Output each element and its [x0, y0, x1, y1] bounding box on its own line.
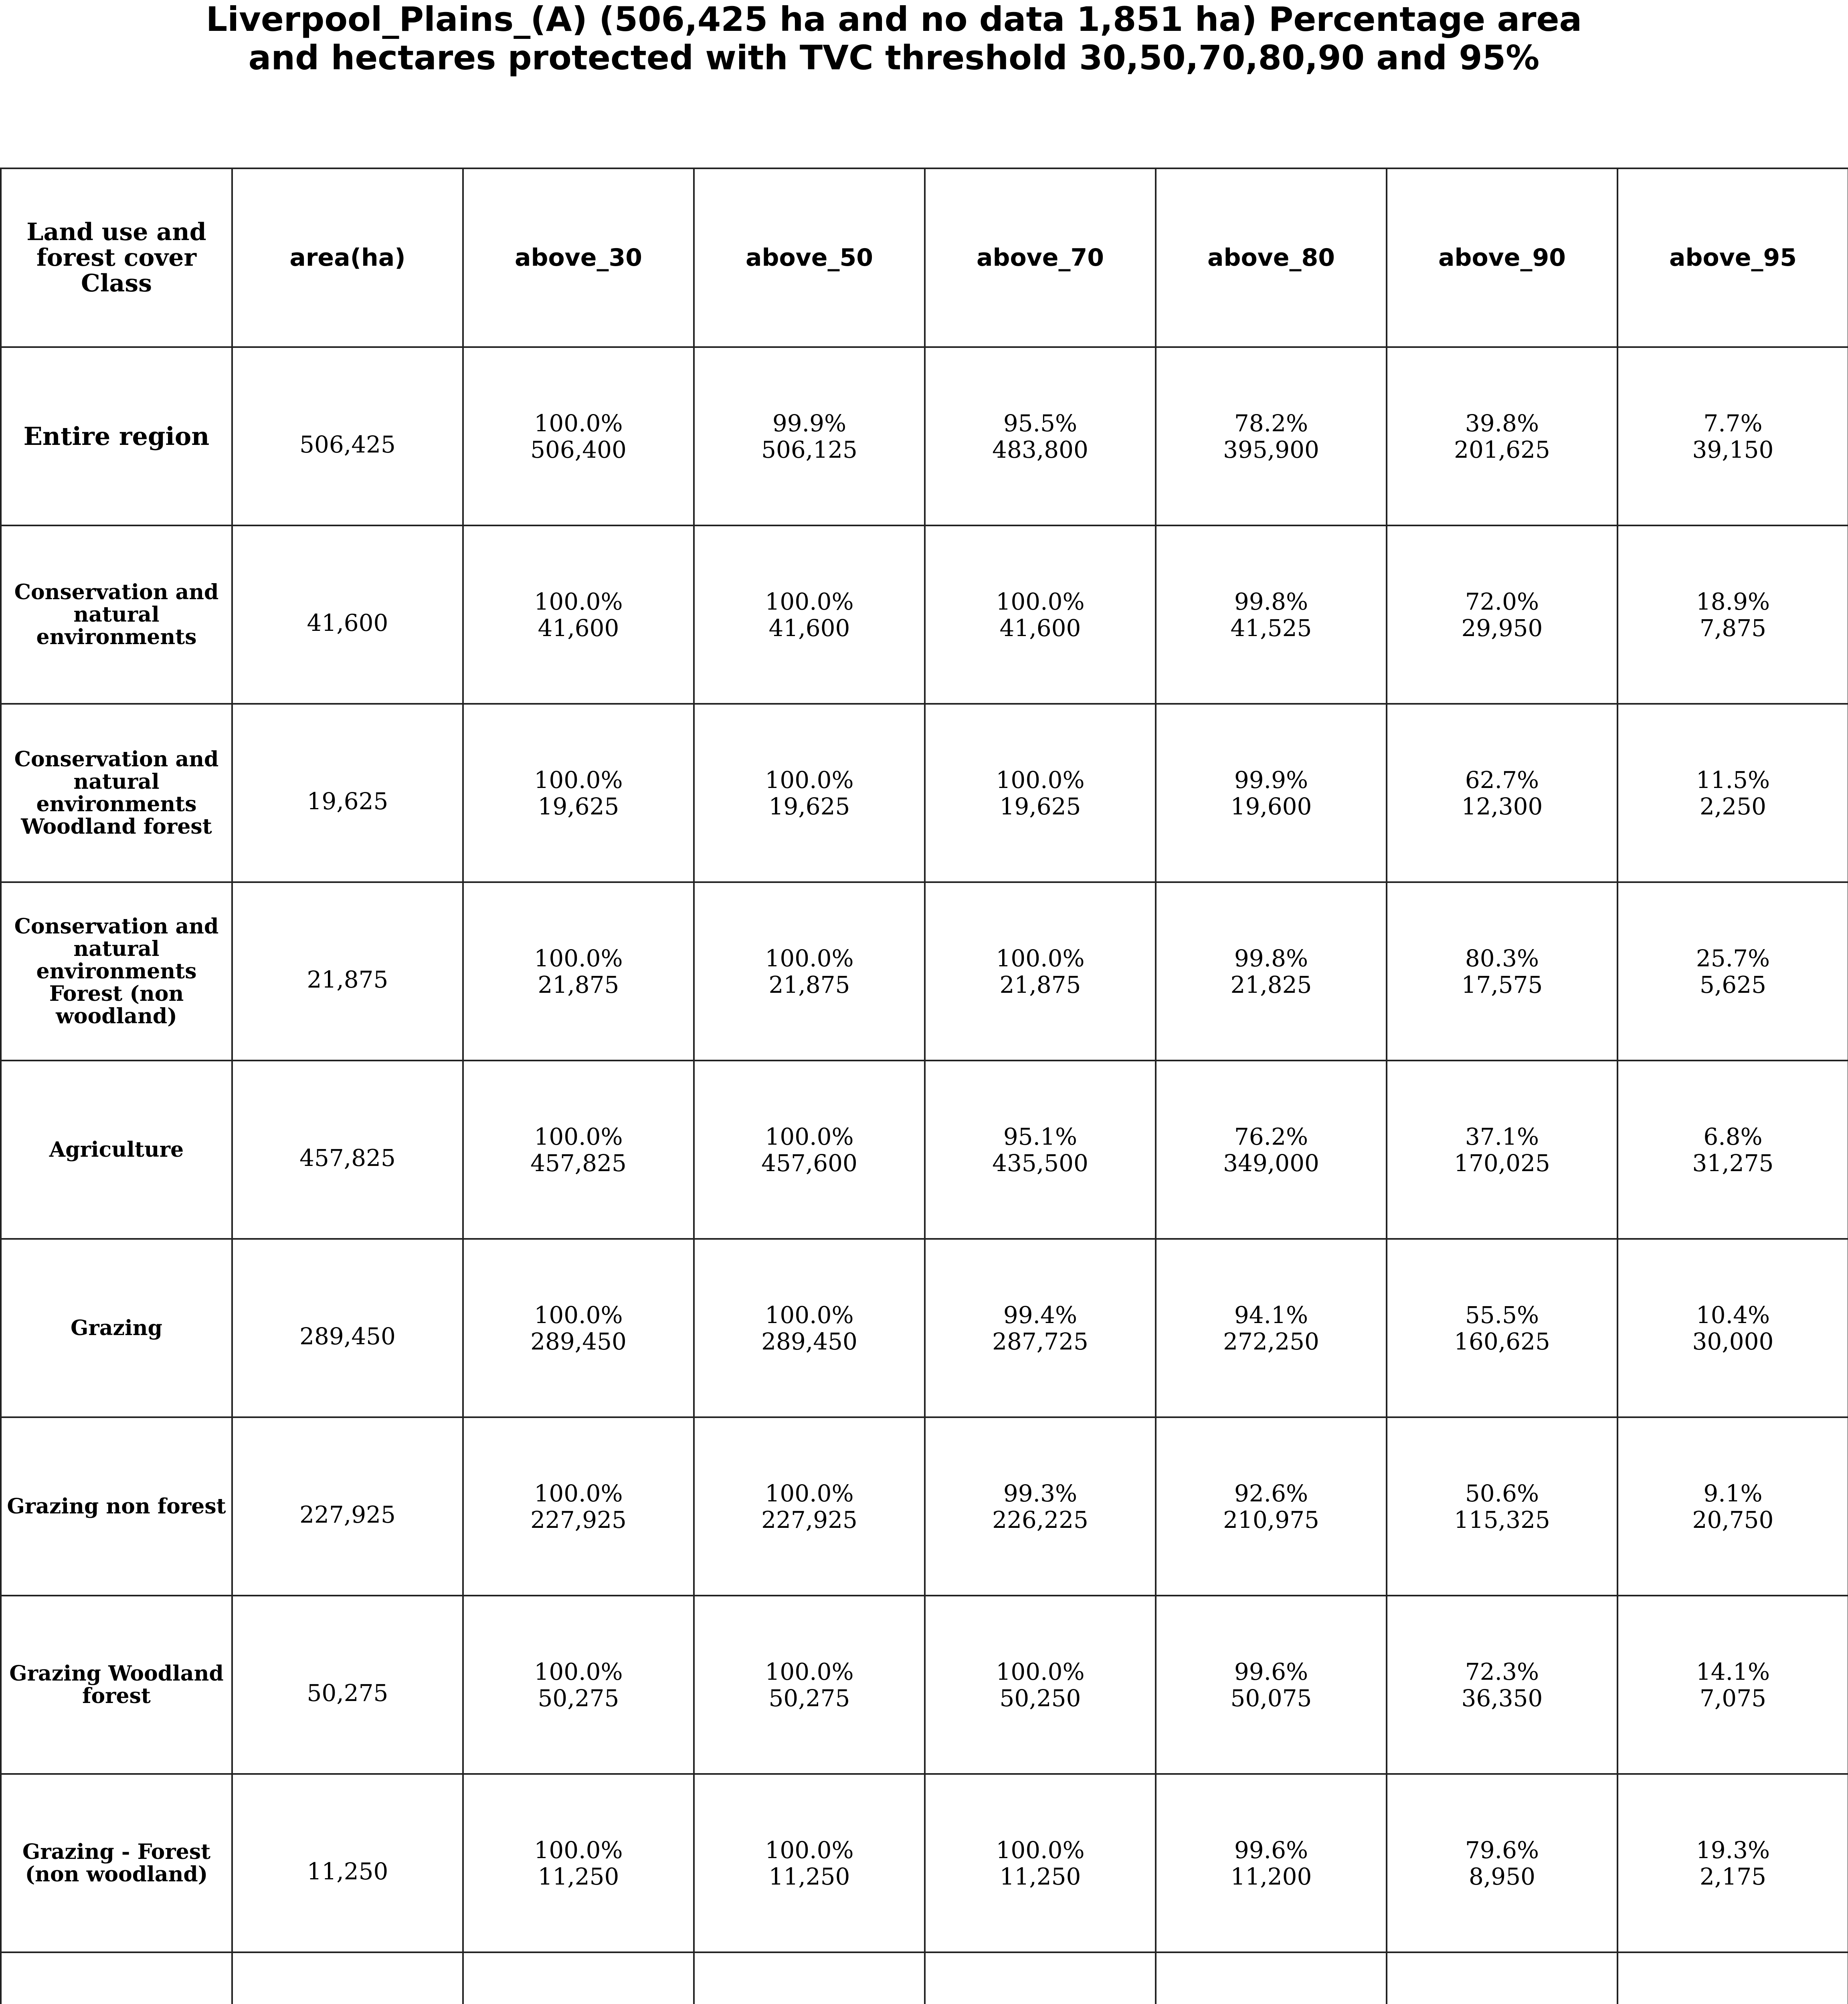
table-row — [1, 1061, 1848, 1239]
threshold-cell — [694, 1061, 925, 1239]
percent-value: 99.6% — [1234, 1836, 1308, 1864]
table-row — [1, 1774, 1848, 1952]
threshold-cell — [694, 525, 925, 704]
area-cell — [232, 525, 463, 704]
percent-value: 55.5% — [1465, 1301, 1539, 1329]
percent-value: 99.8% — [1234, 944, 1308, 972]
percent-value: 100.0% — [765, 766, 854, 794]
threshold-cell — [463, 525, 694, 704]
hectare-value: 227,925 — [761, 1506, 857, 1533]
hectare-value: 7,875 — [1699, 614, 1767, 642]
hectare-value: 17,575 — [1461, 971, 1543, 998]
column-header: above_90 — [1387, 168, 1618, 347]
land-use-class: Grazing Woodland forest — [1, 1596, 232, 1774]
threshold-cell — [1387, 1952, 1618, 2004]
threshold-cell — [1618, 1596, 1848, 1774]
percent-value: 99.8% — [1234, 588, 1308, 615]
percent-value: 99.9% — [1234, 766, 1308, 794]
percent-value: 100.0% — [534, 944, 623, 972]
column-header: area(ha) — [232, 168, 463, 347]
threshold-cell — [1156, 1417, 1387, 1596]
hectare-value: 41,600 — [768, 614, 850, 642]
hectare-value: 30,000 — [1692, 1327, 1774, 1355]
land-use-class: Grazing — [1, 1239, 232, 1417]
land-use-class: Conservation and natural environments — [1, 525, 232, 704]
hectare-value: 50,075 — [1230, 1684, 1312, 1712]
hectare-value: 39,150 — [1692, 436, 1774, 463]
percent-value: 100.0% — [996, 944, 1085, 972]
percent-value: 72.0% — [1465, 588, 1539, 615]
threshold-cell — [1387, 1596, 1618, 1774]
percent-value: 99.9% — [772, 409, 847, 437]
land-use-class: Grazing non forest — [1, 1417, 232, 1596]
hectare-value: 21,875 — [768, 971, 850, 998]
percent-value: 95.5% — [1003, 409, 1078, 437]
percent-value: 19.3% — [1696, 1836, 1770, 1864]
threshold-cell — [925, 1417, 1156, 1596]
threshold-cell — [694, 704, 925, 882]
percent-value: 78.2% — [1234, 409, 1308, 437]
threshold-cell — [1156, 704, 1387, 882]
threshold-cell — [1387, 1061, 1618, 1239]
threshold-cell — [925, 704, 1156, 882]
percent-value: 62.7% — [1465, 766, 1539, 794]
percent-value: 76.2% — [1234, 1123, 1308, 1150]
threshold-cell — [1156, 1774, 1387, 1952]
percent-value: 72.3% — [1465, 1658, 1539, 1685]
hectare-value: 29,950 — [1461, 614, 1543, 642]
hectare-value: 506,400 — [530, 436, 627, 463]
column-header: Land use and forest cover Class — [1, 168, 232, 347]
hectare-value: 21,875 — [999, 971, 1081, 998]
hectare-value: 457,600 — [761, 1149, 857, 1177]
threshold-cell — [463, 1061, 694, 1239]
hectare-value: 19,625 — [538, 792, 619, 820]
threshold-cell — [1387, 1239, 1618, 1417]
area-cell — [232, 882, 463, 1061]
threshold-cell — [463, 1774, 694, 1952]
threshold-cell — [694, 1596, 925, 1774]
threshold-cell — [694, 347, 925, 525]
threshold-cell — [694, 882, 925, 1061]
hectare-value: 41,525 — [1230, 614, 1312, 642]
percent-value: 100.0% — [765, 1658, 854, 1685]
hectare-value: 20,750 — [1692, 1506, 1774, 1533]
land-use-class: Entire region — [1, 347, 232, 525]
hectare-value: 201,625 — [1454, 436, 1550, 463]
hectare-value: 50,275 — [538, 1684, 619, 1712]
hectare-value: 50,250 — [999, 1684, 1081, 1712]
title-line-1: Liverpool_Plains_(A) (506,425 ha and no data 1,851 ha) Percentage area — [206, 0, 1582, 39]
percent-value: 100.0% — [534, 1479, 623, 1507]
percent-value: 100.0% — [534, 766, 623, 794]
area-value: 50,275 — [307, 1679, 388, 1707]
threshold-cell — [694, 1952, 925, 2004]
threshold-cell — [1156, 882, 1387, 1061]
threshold-cell — [1387, 1774, 1618, 1952]
percent-value: 10.4% — [1696, 1301, 1770, 1329]
land-use-class — [1, 1952, 232, 2004]
hectare-value: 5,625 — [1699, 971, 1767, 998]
threshold-cell — [694, 1417, 925, 1596]
hectare-value: 483,800 — [992, 436, 1088, 463]
percent-value: 50.6% — [1465, 1479, 1539, 1507]
hectare-value: 41,600 — [999, 614, 1081, 642]
hectare-value: 2,175 — [1699, 1863, 1767, 1890]
area-cell — [232, 1417, 463, 1596]
threshold-cell — [925, 1061, 1156, 1239]
threshold-cell — [1618, 347, 1848, 525]
table-row — [1, 1596, 1848, 1774]
hectare-value: 2,250 — [1699, 792, 1767, 820]
percent-value: 95.1% — [1003, 1123, 1078, 1150]
threshold-cell — [1618, 1774, 1848, 1952]
percent-value: 92.6% — [1234, 1479, 1308, 1507]
percent-value: 100.0% — [765, 1836, 854, 1864]
percent-value: 37.1% — [1465, 1123, 1539, 1150]
title-line-2: and hectares protected with TVC threshold 30,50,70,80,90 and 95% — [248, 38, 1540, 77]
area-cell — [232, 347, 463, 525]
threshold-cell — [925, 1774, 1156, 1952]
threshold-cell — [925, 1239, 1156, 1417]
column-header: above_50 — [694, 168, 925, 347]
table-body — [1, 347, 1848, 2004]
hectare-value: 435,500 — [992, 1149, 1088, 1177]
area-cell — [232, 1774, 463, 1952]
threshold-cell — [694, 1774, 925, 1952]
threshold-cell — [1156, 1061, 1387, 1239]
threshold-cell — [1387, 525, 1618, 704]
threshold-cell — [463, 1239, 694, 1417]
area-cell — [232, 1596, 463, 1774]
area-value: 11,250 — [307, 1857, 388, 1885]
threshold-cell — [1618, 1061, 1848, 1239]
hectare-value: 11,200 — [1230, 1863, 1312, 1890]
threshold-cell — [1618, 525, 1848, 704]
area-value: 289,450 — [299, 1322, 396, 1350]
hectare-value: 226,225 — [992, 1506, 1088, 1533]
area-value: 227,925 — [299, 1501, 396, 1528]
percent-value: 94.1% — [1234, 1301, 1308, 1329]
threshold-cell — [1387, 347, 1618, 525]
percent-value: 100.0% — [765, 944, 854, 972]
percent-value: 100.0% — [765, 1301, 854, 1329]
threshold-cell — [925, 347, 1156, 525]
hectare-value: 12,300 — [1461, 792, 1543, 820]
hectare-value: 287,725 — [992, 1327, 1088, 1355]
percent-value: 80.3% — [1465, 944, 1539, 972]
page-title — [0, 0, 1788, 77]
threshold-cell — [1156, 347, 1387, 525]
hectare-value: 115,325 — [1454, 1506, 1550, 1533]
land-use-class: Conservation and natural environments Woodland forest — [1, 704, 232, 882]
threshold-cell — [1387, 704, 1618, 882]
area-value: 506,425 — [299, 430, 396, 458]
threshold-cell — [1618, 1239, 1848, 1417]
hectare-value: 19,600 — [1230, 792, 1312, 820]
area-cell — [232, 1061, 463, 1239]
percent-value: 100.0% — [534, 409, 623, 437]
area-value: 21,875 — [307, 966, 388, 993]
percent-value: 6.8% — [1703, 1123, 1763, 1150]
hectare-value: 21,825 — [1230, 971, 1312, 998]
hectare-value: 272,250 — [1223, 1327, 1319, 1355]
table-row — [1, 704, 1848, 882]
hectare-value: 11,250 — [999, 1863, 1081, 1890]
threshold-cell — [1618, 882, 1848, 1061]
threshold-cell — [925, 525, 1156, 704]
table-row — [1, 1239, 1848, 1417]
hectare-value: 19,625 — [999, 792, 1081, 820]
percent-value: 100.0% — [765, 588, 854, 615]
percent-value: 100.0% — [534, 1301, 623, 1329]
table-row — [1, 525, 1848, 704]
percent-value: 25.7% — [1696, 944, 1770, 972]
percent-value: 79.6% — [1465, 1836, 1539, 1864]
hectare-value: 7,075 — [1699, 1684, 1767, 1712]
hectare-value: 36,350 — [1461, 1684, 1543, 1712]
threshold-cell — [463, 704, 694, 882]
hectare-value: 8,950 — [1468, 1863, 1536, 1890]
percent-value: 100.0% — [534, 1123, 623, 1150]
hectare-value: 50,275 — [768, 1684, 850, 1712]
protection-table — [0, 168, 1848, 2004]
hectare-value: 210,975 — [1223, 1506, 1319, 1533]
percent-value: 9.1% — [1703, 1479, 1763, 1507]
percent-value: 100.0% — [996, 588, 1085, 615]
percent-value: 100.0% — [996, 1836, 1085, 1864]
threshold-cell — [463, 1417, 694, 1596]
table-row — [1, 1417, 1848, 1596]
threshold-cell — [1156, 1239, 1387, 1417]
hectare-value: 31,275 — [1692, 1149, 1774, 1177]
percent-value: 100.0% — [534, 1658, 623, 1685]
hectare-value: 289,450 — [761, 1327, 857, 1355]
threshold-cell — [463, 347, 694, 525]
column-header: above_30 — [463, 168, 694, 347]
percent-value: 99.3% — [1003, 1479, 1078, 1507]
percent-value: 100.0% — [534, 588, 623, 615]
threshold-cell — [1618, 1417, 1848, 1596]
hectare-value: 41,600 — [538, 614, 619, 642]
threshold-cell — [463, 1952, 694, 2004]
area-value: 41,600 — [307, 609, 388, 636]
threshold-cell — [925, 1952, 1156, 2004]
area-cell — [232, 1952, 463, 2004]
percent-value: 100.0% — [996, 766, 1085, 794]
percent-value: 11.5% — [1696, 766, 1770, 794]
percent-value: 99.6% — [1234, 1658, 1308, 1685]
hectare-value: 289,450 — [530, 1327, 627, 1355]
header-row — [1, 168, 1848, 347]
threshold-cell — [925, 1596, 1156, 1774]
threshold-cell — [1618, 704, 1848, 882]
threshold-cell — [1156, 1952, 1387, 2004]
threshold-cell — [463, 1596, 694, 1774]
percent-value: 100.0% — [534, 1836, 623, 1864]
percent-value: 100.0% — [996, 1658, 1085, 1685]
table-row — [1, 347, 1848, 525]
hectare-value: 395,900 — [1223, 436, 1319, 463]
hectare-value: 227,925 — [530, 1506, 627, 1533]
percent-value: 100.0% — [765, 1479, 854, 1507]
percent-value: 39.8% — [1465, 409, 1539, 437]
column-header: above_95 — [1618, 168, 1848, 347]
land-use-class: Grazing - Forest (non woodland) — [1, 1774, 232, 1952]
hectare-value: 11,250 — [768, 1863, 850, 1890]
threshold-cell — [1618, 1952, 1848, 2004]
land-use-class: Conservation and natural environments Forest (non woodland) — [1, 882, 232, 1061]
hectare-value: 21,875 — [538, 971, 619, 998]
hectare-value: 506,125 — [761, 436, 857, 463]
table-row — [1, 882, 1848, 1061]
threshold-cell — [925, 882, 1156, 1061]
percent-value: 99.4% — [1003, 1301, 1078, 1329]
column-header: above_80 — [1156, 168, 1387, 347]
threshold-cell — [1156, 1596, 1387, 1774]
area-value: 19,625 — [307, 787, 388, 815]
hectare-value: 170,025 — [1454, 1149, 1550, 1177]
column-header: above_70 — [925, 168, 1156, 347]
land-use-class: Agriculture — [1, 1061, 232, 1239]
threshold-cell — [463, 882, 694, 1061]
area-cell — [232, 704, 463, 882]
table-row — [1, 1952, 1848, 2004]
hectare-value: 457,825 — [530, 1149, 627, 1177]
percent-value: 18.9% — [1696, 588, 1770, 615]
hectare-value: 349,000 — [1223, 1149, 1319, 1177]
threshold-cell — [1387, 882, 1618, 1061]
threshold-cell — [1387, 1417, 1618, 1596]
threshold-cell — [694, 1239, 925, 1417]
hectare-value: 11,250 — [538, 1863, 619, 1890]
percent-value: 14.1% — [1696, 1658, 1770, 1685]
area-cell — [232, 1239, 463, 1417]
percent-value: 100.0% — [765, 1123, 854, 1150]
hectare-value: 19,625 — [768, 792, 850, 820]
percent-value: 7.7% — [1703, 409, 1763, 437]
threshold-cell — [1156, 525, 1387, 704]
area-value: 457,825 — [299, 1144, 396, 1172]
hectare-value: 160,625 — [1454, 1327, 1550, 1355]
